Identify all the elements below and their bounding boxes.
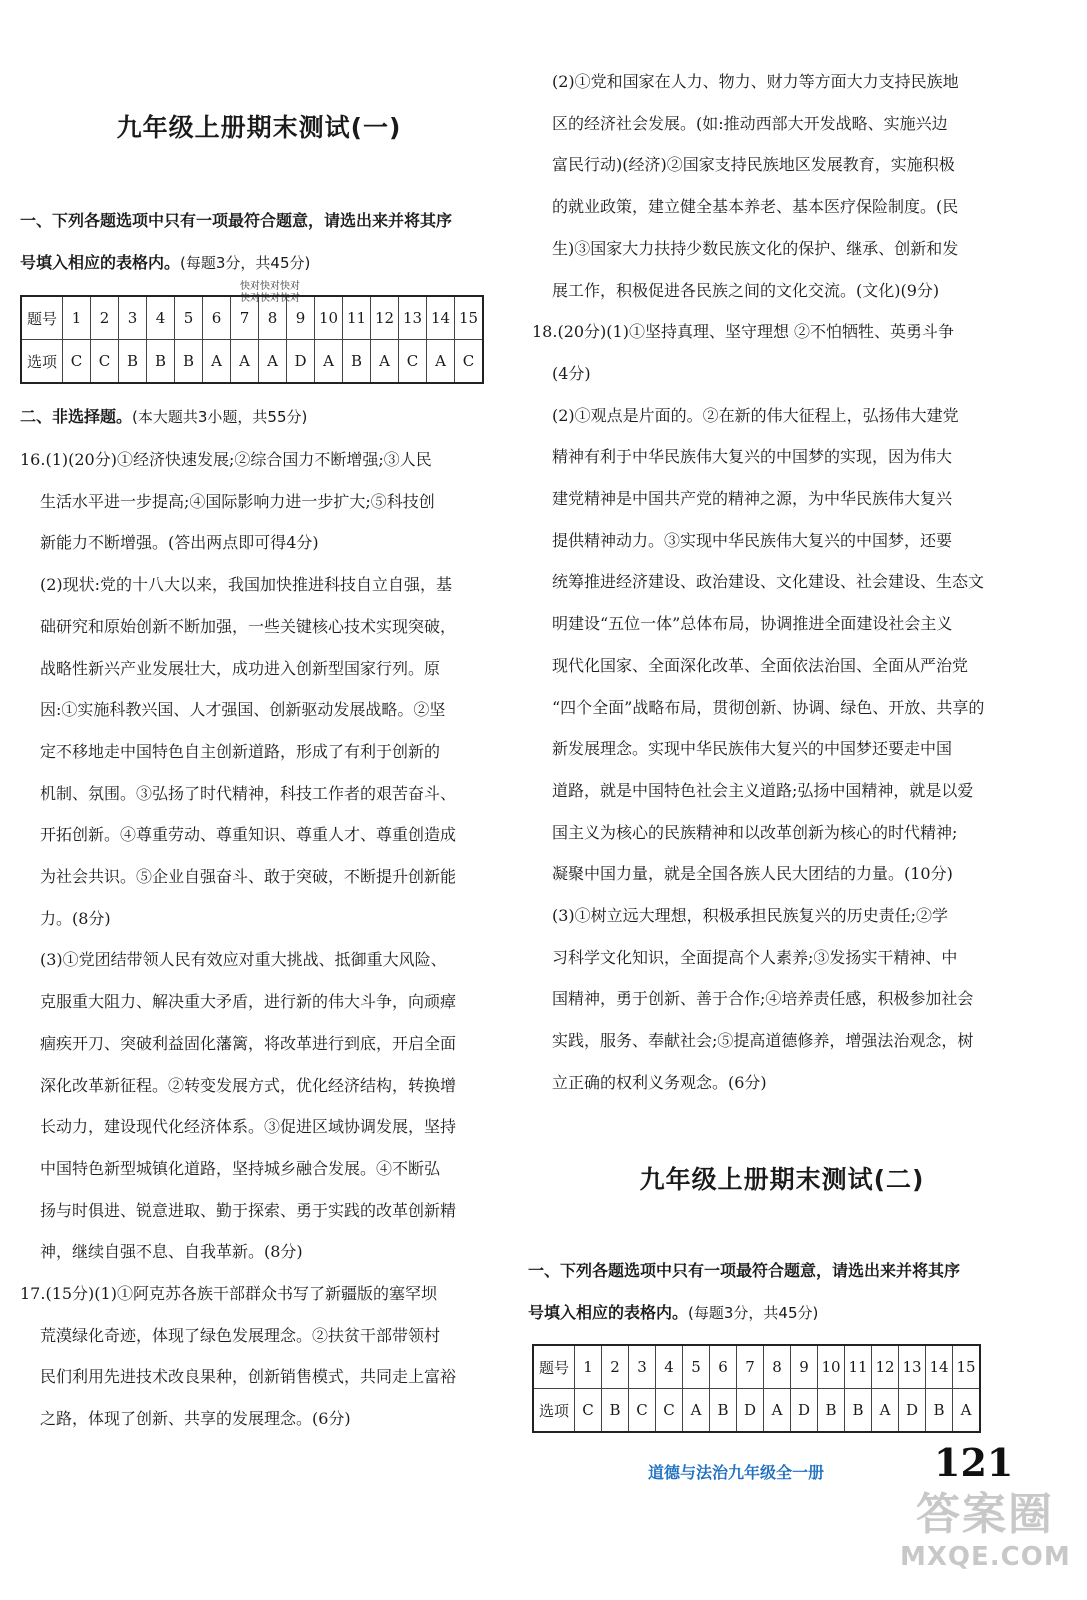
number-cell: 3 [119, 296, 147, 340]
book-title: 道德与法治九年级全一册 [648, 1463, 825, 1482]
answer-line: 为社会共识。⑤企业自强奋斗、敢于突破，不断提升创新能 [40, 867, 457, 887]
number-cell: 13 [399, 296, 427, 340]
answer-line: 础研究和原始创新不断加强，一些关键核心技术实现突破， [40, 616, 457, 636]
answer-cell: C [91, 340, 119, 384]
answer-line: 神，继续自强不息、自我革新。(8分) [40, 1242, 303, 1262]
answer-line: 因:①实施科教兴国、人才强国、创新驱动发展战略。②坚 [40, 700, 446, 720]
answer-cell: C [575, 1389, 602, 1433]
answer-cell: A [259, 340, 287, 384]
answer-line: 富民行动)(经济)②国家支持民族地区发展教育，实施积极 [552, 155, 955, 175]
test1-part2-heading-bold: 二、非选择题。 [20, 407, 133, 426]
answer-cell: C [629, 1389, 656, 1433]
answer-cell: D [791, 1389, 818, 1433]
number-cell: 11 [343, 296, 371, 340]
number-cell: 15 [455, 296, 484, 340]
answer-cell: A [231, 340, 259, 384]
test1-part1-heading-note: (每题3分，共45分) [180, 254, 311, 272]
answer-line: 实践，服务、奉献社会;⑤提高道德修养，增强法治观念，树 [552, 1031, 974, 1051]
answer-line: 18.(20分)(1)①坚持真理、坚守理想 ②不怕牺牲、英勇斗争 [532, 322, 955, 342]
number-cell: 4 [656, 1345, 683, 1389]
answer-cell: C [63, 340, 91, 384]
test2-part1-heading-line1: 一、下列各题选项中只有一项最符合题意，请选出来并将其序 [528, 1261, 961, 1280]
answer-line: 定不移地走中国特色自主创新道路，形成了有利于创新的 [40, 741, 441, 761]
answer-line: 精神有利于中华民族伟大复兴的中国梦的实现，因为伟大 [552, 447, 953, 467]
test1-answer-table [20, 295, 484, 384]
stamp-line-1: 快对快对快对 [240, 281, 300, 292]
answer-cell: C [455, 340, 484, 384]
test2-answer-table [532, 1344, 981, 1433]
number-cell: 1 [63, 296, 91, 340]
test1-title: 九年级上册期末测试(一) [116, 113, 402, 142]
answer-line: 展工作，积极促进各民族之间的文化交流。(文化)(9分) [552, 280, 940, 300]
number-cell: 2 [602, 1345, 629, 1389]
number-cell: 1 [575, 1345, 602, 1389]
answer-cell: B [845, 1389, 872, 1433]
answer-line: 的就业政策，建立健全基本养老、基本医疗保险制度。(民 [552, 197, 959, 217]
answer-line: 克服重大阻力、解决重大矛盾，进行新的伟大斗争，向顽瘴 [40, 992, 457, 1012]
answer-line: 痼疾开刀、突破利益固化藩篱，将改革进行到底，开启全面 [40, 1033, 457, 1053]
page-number: 121 [934, 1440, 1014, 1485]
table-row-numbers [21, 296, 483, 340]
test2-part1-heading-line2-bold: 号填入相应的表格内。 [528, 1303, 689, 1322]
answer-cell: D [737, 1389, 764, 1433]
test1-part2-heading [20, 396, 498, 438]
watermark-logo [900, 1478, 1070, 1593]
answer-line: 战略性新兴产业发展壮大，成功进入创新型国家行列。原 [40, 658, 441, 678]
test2-part1-heading-note: (每题3分，共45分) [688, 1304, 819, 1322]
answer-line: (3)①党团结带领人民有效应对重大挑战、抵御重大风险、 [40, 950, 447, 970]
number-cell: 14 [926, 1345, 953, 1389]
answer-line: 统筹推进经济建设、政治建设、文化建设、社会建设、生态文 [552, 572, 985, 592]
answer-line: (3)①树立远大理想，积极承担民族复兴的历史责任;②学 [552, 906, 949, 926]
right-answer-text [532, 61, 1002, 1104]
answer-line: “四个全面”战略布局，贯彻创新、协调、绿色、开放、共享的 [552, 697, 985, 717]
answer-cell: D [287, 340, 315, 384]
row-label: 选项 [533, 1389, 575, 1433]
number-cell: 3 [629, 1345, 656, 1389]
answer-line: 立正确的权利义务观念。(6分) [552, 1072, 767, 1092]
number-cell: 8 [259, 296, 287, 340]
number-cell: 4 [147, 296, 175, 340]
number-cell: 13 [899, 1345, 926, 1389]
number-cell: 6 [203, 296, 231, 340]
answer-line: 生活水平进一步提高;④国际影响力进一步扩大;⑤科技创 [40, 491, 435, 511]
answer-cell: A [764, 1389, 791, 1433]
answer-cell: C [656, 1389, 683, 1433]
number-cell: 10 [315, 296, 343, 340]
answer-line: 习科学文化知识，全面提高个人素养;③发扬实干精神、中 [552, 947, 958, 967]
answer-line: 凝聚中国力量，就是全国各族人民大团结的力量。(10分) [552, 864, 953, 884]
table-row-numbers [533, 1345, 980, 1389]
answer-line: 民们利用先进技术改良果种，创新销售模式，共同走上富裕 [40, 1367, 457, 1387]
number-cell: 9 [287, 296, 315, 340]
answer-line: (4分) [552, 363, 591, 383]
answer-cell: A [315, 340, 343, 384]
answer-cell: B [818, 1389, 845, 1433]
answer-cell: A [683, 1389, 710, 1433]
test1-part1-heading-line2 [20, 242, 498, 284]
number-cell: 5 [683, 1345, 710, 1389]
answer-line: 深化改革新征程。②转变发展方式，优化经济结构，转换增 [40, 1075, 457, 1095]
test2-part1-heading [528, 1250, 1002, 1334]
answer-cell: A [427, 340, 455, 384]
answer-line: (2)现状:党的十八大以来，我国加快推进科技自立自强，基 [40, 575, 453, 595]
watermark-line-1: 答案圈 [916, 1489, 1054, 1540]
answer-line: 生)③国家大力扶持少数民族文化的保护、继承、创新和发 [552, 238, 959, 258]
answer-line: 国主义为核心的民族精神和以改革创新为核心的时代精神; [552, 822, 958, 842]
number-cell: 2 [91, 296, 119, 340]
answer-line: 新发展理念。实现中华民族伟大复兴的中国梦还要走中国 [552, 739, 953, 759]
number-cell: 5 [175, 296, 203, 340]
answer-cell: B [175, 340, 203, 384]
answer-cell: C [399, 340, 427, 384]
test2-part1-heading-line2 [528, 1292, 1002, 1334]
answer-line: 长动力，建设现代化经济体系。③促进区域协调发展，坚持 [40, 1117, 457, 1137]
answer-line: 现代化国家、全面深化改革、全面依法治国、全面从严治党 [552, 655, 969, 675]
answer-cell: B [602, 1389, 629, 1433]
answer-line: 荒漠绿化奇迹，体现了绿色发展理念。②扶贫干部带领村 [40, 1325, 441, 1345]
answer-line: 中国特色新型城镇化道路，坚持城乡融合发展。④不断弘 [40, 1158, 441, 1178]
answer-line: 提供精神动力。③实现中华民族伟大复兴的中国梦，还要 [552, 530, 953, 550]
answer-line: 力。(8分) [40, 908, 111, 928]
number-cell: 11 [845, 1345, 872, 1389]
test2-title: 九年级上册期末测试(二) [639, 1165, 925, 1194]
test1-part1-heading [20, 200, 498, 284]
row-label: 题号 [21, 296, 63, 340]
answer-line: 国精神，勇于创新、善于合作;④培养责任感，积极参加社会 [552, 989, 974, 1009]
answer-cell: A [203, 340, 231, 384]
test1-part1-heading-line1: 一、下列各题选项中只有一项最符合题意，请选出来并将其序 [20, 211, 453, 230]
answer-line: 道路，就是中国特色社会主义道路;弘扬中国精神，就是以爱 [552, 780, 974, 800]
answer-line: 明建设“五位一体”总体布局，协调推进全面建设社会主义 [552, 614, 953, 634]
answer-cell: B [119, 340, 147, 384]
number-cell: 12 [371, 296, 399, 340]
number-cell: 8 [764, 1345, 791, 1389]
left-answer-text [20, 439, 498, 1440]
number-cell: 7 [231, 296, 259, 340]
watermark-line-2: MXQE.COM [900, 1542, 1071, 1572]
answer-line: 建党精神是中国共产党的精神之源，为中华民族伟大复兴 [552, 489, 953, 509]
answer-line: 之路，体现了创新、共享的发展理念。(6分) [40, 1409, 351, 1429]
answer-cell: A [371, 340, 399, 384]
answer-line: 扬与时俱进、锐意进取、勤于探索、勇于实践的改革创新精 [40, 1200, 457, 1220]
answer-cell: A [953, 1389, 981, 1433]
test1-part1-heading-line2-bold: 号填入相应的表格内。 [20, 253, 181, 272]
answer-cell: B [710, 1389, 737, 1433]
number-cell: 9 [791, 1345, 818, 1389]
answer-line: 机制、氛围。③弘扬了时代精神，科技工作者的艰苦奋斗、 [40, 783, 457, 803]
answer-line: (2)①观点是片面的。②在新的伟大征程上，弘扬伟大建党 [552, 405, 959, 425]
row-label: 题号 [533, 1345, 575, 1389]
answer-line: 新能力不断增强。(答出两点即可得4分) [40, 533, 319, 553]
answer-line: (2)①党和国家在人力、物力、财力等方面大力支持民族地 [552, 72, 959, 91]
number-cell: 6 [710, 1345, 737, 1389]
answer-line: 开拓创新。④尊重劳动、尊重知识、尊重人才、尊重创造成 [40, 825, 457, 845]
table-row-answers [21, 340, 483, 384]
answer-cell: B [147, 340, 175, 384]
number-cell: 12 [872, 1345, 899, 1389]
answer-cell: A [872, 1389, 899, 1433]
number-cell: 7 [737, 1345, 764, 1389]
number-cell: 15 [953, 1345, 981, 1389]
number-cell: 14 [427, 296, 455, 340]
table-row-answers [533, 1389, 980, 1433]
answer-cell: B [343, 340, 371, 384]
answer-line: 17.(15分)(1)①阿克苏各族干部群众书写了新疆版的塞罕坝 [20, 1284, 437, 1304]
answer-cell: B [926, 1389, 953, 1433]
number-cell: 10 [818, 1345, 845, 1389]
answer-cell: D [899, 1389, 926, 1433]
answer-line: 16.(1)(20分)①经济快速发展;②综合国力不断增强;③人民 [20, 450, 432, 469]
test1-part2-heading-note: (本大题共3小题，共55分) [132, 408, 308, 426]
row-label: 选项 [21, 340, 63, 384]
answer-line: 区的经济社会发展。(如:推动西部大开发战略、实施兴边 [552, 113, 948, 133]
stamp-line-2: 快对快对快对 [240, 293, 300, 304]
